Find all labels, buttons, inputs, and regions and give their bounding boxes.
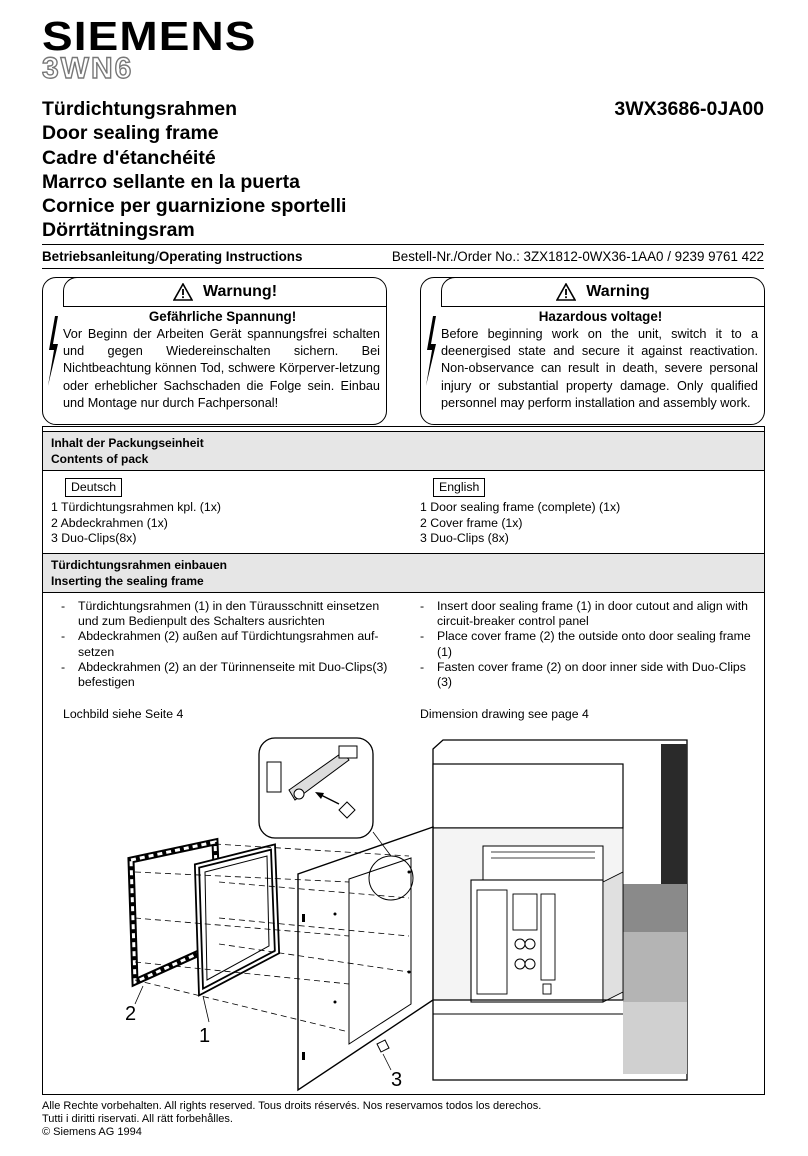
contents-header-de: Inhalt der Packungseinheit [51, 436, 204, 450]
siemens-logo: SIEMENS [42, 13, 257, 59]
warning-title-en: Warning [586, 283, 650, 300]
inserting-header-de: Türdichtungsrahmen einbauen [51, 558, 228, 572]
warning-title-de: Warnung! [202, 283, 278, 300]
footer-line: Alle Rechte vorbehalten. All rights reserved. Tous droits réservés. Nos reservamos todos los derechos. [42, 1100, 542, 1112]
warning-header-en [441, 277, 765, 307]
list-item: - Abdeckrahmen (2) an der Türinnenseite mit Duo-Clips(3) befestigen [61, 660, 395, 690]
footer-line: Tutti i diritti riservati. All rätt forbehålles. [42, 1113, 233, 1126]
series-label: 3WN6 [42, 52, 134, 85]
contents-list-de [51, 500, 221, 547]
reference-en: Dimension drawing see page 4 [420, 707, 589, 721]
duo-clip-icon [377, 1040, 389, 1052]
inserting-header-en: Inserting the sealing frame [51, 573, 204, 588]
list-item: 3 Duo-Clips (8x) [420, 531, 509, 546]
warning-subtitle-de: Gefährliche Spannung! [148, 309, 297, 324]
instructions-de: Betriebsanleitung [42, 249, 156, 264]
document-titles [42, 97, 346, 243]
part-number: 3WX3686-0JA00 [614, 98, 764, 120]
instructions-en: Operating Instructions [158, 249, 303, 264]
title-fr: Cadre d'étanchéité [42, 146, 216, 169]
list-item: - Fasten cover frame (2) on door inner side with Duo-Clips (3) [420, 660, 760, 690]
list-item: 1 Door sealing frame (complete) (1x) [420, 500, 621, 514]
warning-text-en: Before beginning work on the unit, switch it to a deenergised state and secure it against reactivation. Non-observance can result in death, severe personal injury or substantial property damage. Only qualified personnel may perform installation and assembly work. [441, 327, 758, 410]
list-item: - Place cover frame (2) the outside onto door sealing frame (1) [420, 629, 760, 659]
detail-inset [259, 738, 391, 856]
inserting-header [43, 553, 764, 593]
list-item: 3 Duo-Clips(8x) [51, 531, 137, 546]
contents-list-en [420, 500, 620, 547]
list-item: 2 Cover frame (1x) [420, 515, 523, 530]
warning-box-en [420, 277, 765, 425]
title-en: Door sealing frame [42, 122, 219, 145]
title-it: Cornice per guarnizione sportelli [42, 195, 347, 218]
warning-box-de [42, 277, 387, 425]
footer-line: © Siemens AG 1994 [42, 1126, 142, 1139]
content-frame [42, 426, 765, 1095]
cabinet-drawing [433, 740, 687, 1080]
warning-header-de [63, 277, 387, 307]
warning-text-de: Vor Beginn der Arbeiten Gerät spannungsfrei schalten und gegen Wiedereinschalten sichern. Bei Nichtbeachtung können Tod, schwere Körperver-letzung oder erheblicher Sachschaden die Folge sein. Einbau und Montage nur durch Fachpersonal! [63, 327, 380, 410]
instructions-label [42, 249, 302, 264]
list-item: - Insert door sealing frame (1) in door cutout and align with circuit-breaker control panel [420, 599, 760, 629]
list-item: - Türdichtungsrahmen (1) in den Türausschnitt einsetzen und zum Bedienpult des Schalters ausrichten [61, 599, 395, 629]
warning-subtitle-en: Hazardous voltage! [538, 309, 663, 324]
list-item: - Abdeckrahmen (2) außen auf Türdichtungsrahmen auf-setzen [61, 629, 395, 659]
label-3: 3 [391, 1069, 403, 1091]
warning-triangle-icon [173, 283, 193, 301]
sealing-frame-drawing [197, 847, 277, 992]
lightning-icon [421, 278, 441, 424]
title-de: Türdichtungsrahmen [42, 98, 238, 120]
list-item: 2 Abdeckrahmen (1x) [51, 515, 168, 530]
contents-header [43, 431, 764, 471]
language-tag-de: Deutsch [65, 478, 122, 497]
label-2: 2 [125, 1003, 137, 1025]
title-sv: Dörrtätningsram [42, 219, 195, 242]
divider [42, 244, 764, 245]
divider [42, 268, 764, 269]
title-es: Marrco sellante en la puerta [42, 170, 300, 193]
warning-triangle-icon [556, 283, 576, 301]
language-tag-en: English [433, 478, 485, 497]
order-number: Bestell-Nr./Order No.: 3ZX1812-0WX36-1AA0 / 9239 9761 422 [391, 249, 764, 264]
steps-list-en [420, 599, 760, 690]
installation-illustration [43, 722, 764, 1094]
footer [42, 1100, 541, 1140]
steps-list-de [61, 599, 395, 690]
lightning-icon [43, 278, 63, 424]
contents-header-en: Contents of pack [51, 451, 149, 466]
list-item: 1 Türdichtungsrahmen kpl. (1x) [51, 500, 221, 514]
reference-de: Lochbild siehe Seite 4 [63, 707, 184, 721]
instructions-sep: / [155, 249, 159, 264]
label-1: 1 [199, 1025, 211, 1047]
